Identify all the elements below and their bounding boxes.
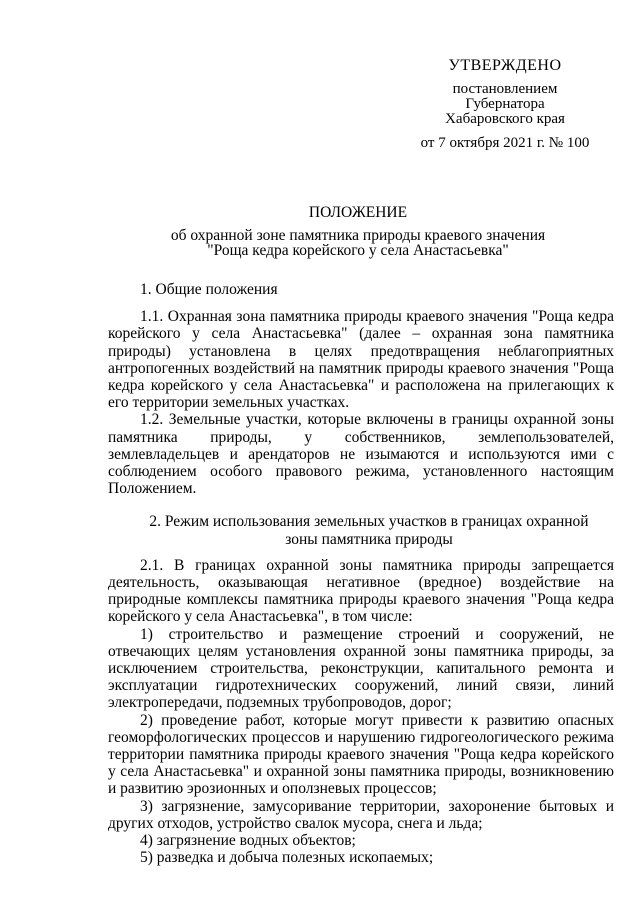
paragraph-1-1: 1.1. Охранная зона памятника природы краевого значения "Роща кедра корейского у села Анастасьевка" (далее – охранная зона памятника природы) установлена в целях предотвращения неблагоприятных антропогенных воздействий на памятник природы краевого значения "Роща кедра корейского у села Анастасьевка" и расположена на прилегающих к его территории земельных участках. xyxy=(108,308,614,412)
approval-block xyxy=(395,58,615,151)
approved-label: УТВЕРЖДЕНО xyxy=(448,57,562,74)
list-item-4: 4) загрязнение водных объектов; xyxy=(140,832,356,850)
approval-date: от 7 октября 2021 г. № 100 xyxy=(420,135,590,151)
title-subtitle-line-1: об охранной зоне памятника природы краевого значения xyxy=(170,227,546,244)
list-item-5: 5) разведка и добыча полезных ископаемых; xyxy=(140,849,434,867)
document-body xyxy=(108,281,614,867)
document-title xyxy=(100,205,616,258)
section-1-heading: 1. Общие положения xyxy=(140,281,278,298)
paragraph-2-1: 2.1. В границах охранной зоны памятника природы запрещается деятельность, оказывающая негативное (вредное) воздействие на природные комплексы памятника природы краевого значения "Роща кедра корейского у села Анастасьевка", в том числе: xyxy=(108,556,614,626)
list-item-3: 3) загрязнение, замусоривание территории, захоронение бытовых и других отходов, устройство свалок мусора, снега и льда; xyxy=(108,797,614,832)
approval-line-region: Хабаровского края xyxy=(445,111,565,127)
list-item-2: 2) проведение работ, которые могут привести к развитию опасных геоморфологических процессов и нарушению гидрогеологического режима территории памятника природы краевого значения "Роща кедра корейского у села Анастасьевка" и охранной зоны памятника природы, возникновению и развитию эрозионных и оползневых процессов; xyxy=(108,711,614,798)
title-main: ПОЛОЖЕНИЕ xyxy=(308,204,408,221)
approval-line-governor: Губернатора xyxy=(465,96,545,112)
section-2-heading: 2. Режим использования земельных участков в границах охранной зоны памятника природы xyxy=(149,513,589,548)
list-item-1: 1) строительство и размещение строений и сооружений, не отвечающих целям установления охранной зоны памятника природы, за исключением строительства, реконструкции, капитального ремонта и эксплуатации гидротехнических сооружений, линий связи, линий электропередачи, подземных трубопроводов, дорог; xyxy=(108,625,614,712)
title-subtitle-line-2: "Роща кедра корейского у села Анастасьевка" xyxy=(207,242,509,259)
approval-line-resolution: постановлением xyxy=(452,81,558,97)
paragraph-1-2: 1.2. Земельные участки, которые включены в границы охранной зоны памятника природы, у собственников, землепользователей, землевладельцев и арендаторов не изымаются и используются ими с соблюдением особого правового режима, установленного настоящим Положением. xyxy=(108,411,614,498)
